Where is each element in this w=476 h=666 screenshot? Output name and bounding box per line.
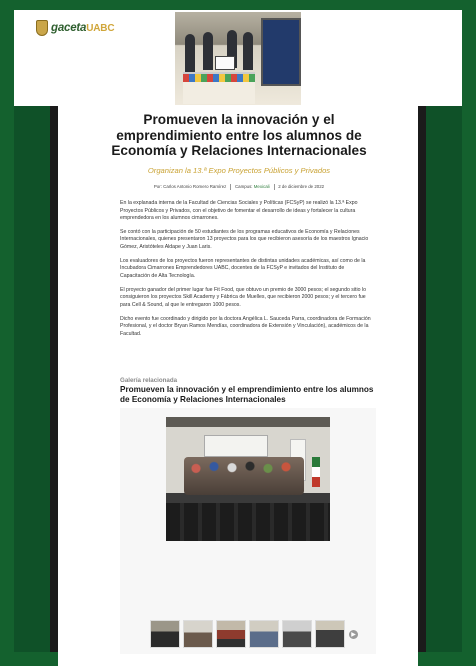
article-title: Promueven la innovación y el emprendimiento entre los alumnos de Economía y Relaciones Internacionales xyxy=(111,112,367,158)
campus-link[interactable]: Mexicali xyxy=(253,184,270,190)
photo-poster-board xyxy=(261,18,301,86)
uabc-shield-icon xyxy=(36,20,48,36)
article-paragraph: Se contó con la participación de 50 estudiantes de los programas educativos de Economía y Relaciones Internacionales, quienes presentaron 13 proyectos para los que recibieron asesoría de los maestros Ignacio Gómez, Aristóteles Aldape y Juan Laris. xyxy=(120,228,369,251)
meta-divider xyxy=(274,184,275,190)
photo-monitor xyxy=(215,56,235,70)
meta-divider xyxy=(230,184,231,190)
article-paragraph: En la explanada interna de la Facultad de Ciencias Sociales y Políticas (FCSyP) se realizó la 13.ª Expo Proyectos Públicos y Privados, con el objetivo de fomentar el desarrollo de ideas y fortalecer la cultura emprendedora en los alumnos cimarrones. xyxy=(120,200,358,222)
photo-person xyxy=(185,34,195,72)
site-logo[interactable] xyxy=(36,18,114,38)
article-meta xyxy=(104,184,374,190)
gallery-thumbnail[interactable] xyxy=(282,620,312,648)
article-subtitle: Organizan la 13.ª Expo Proyectos Públicos y Privados xyxy=(147,166,331,175)
author: Por: Carlos Antonio Romero Ramírez xyxy=(153,184,227,190)
article-paragraph: El proyecto ganador del primer lugar fue Fit Food, que obtuvo un premio de 3000 pesos; el segundo sitio lo consiguieron los proyectos Skill Academy y Fábrica de Muelles, que recibieron 2000 pesos; y el tercero fue para Cell & Sound, al que le entregaron 1000 pesos. xyxy=(120,286,366,308)
article-body xyxy=(120,200,372,344)
gallery-thumbnail[interactable] xyxy=(315,620,345,648)
gallery-thumbnail[interactable] xyxy=(150,620,180,648)
left-edge xyxy=(50,106,58,652)
right-edge xyxy=(418,106,426,652)
logo-text: gacetaUABC xyxy=(51,22,115,34)
photo-person xyxy=(243,32,253,70)
article-paragraph: Los evaluadores de los proyectos fueron representantes de distintas unidades académicas, así como de la Incubadora Cimarrones Emprendedores UABC, docentes de la FCSyP e invitados del Instituto de Capacitación de Alta Tecnología. xyxy=(120,257,366,279)
gallery-thumbnail[interactable] xyxy=(216,620,246,648)
gallery-thumbnail[interactable] xyxy=(249,620,279,648)
gallery-label: Galería relacionada xyxy=(120,377,178,384)
photo-whiteboard xyxy=(204,435,268,457)
photo-group xyxy=(184,457,304,495)
photo-bunting xyxy=(183,74,255,82)
gallery-thumbnail[interactable] xyxy=(183,620,213,648)
chevron-right-icon[interactable]: ▶ xyxy=(349,630,358,639)
campus-label: Campus: xyxy=(234,184,253,190)
photo-seats xyxy=(166,503,330,541)
photo-person xyxy=(203,32,213,70)
gallery-thumbnails xyxy=(150,620,345,648)
gallery-title[interactable]: Promueven la innovación y el emprendimiento entre los alumnos de Economía y Relaciones Internacionales xyxy=(120,385,374,405)
header-photo xyxy=(175,12,301,105)
gallery-main-photo[interactable] xyxy=(166,417,330,541)
photo-flag xyxy=(312,457,320,487)
publish-date: 2 de diciembre de 2022 xyxy=(278,184,325,190)
article-paragraph: Dicho evento fue coordinado y dirigido por la doctora Angélica L. Sauceda Parra, coordinadora de Formación Profesional, y el doctor Bryan Ramos Mendías, coordinadora de Extensión y Vinculación), académicos de la Facultad. xyxy=(120,315,371,337)
